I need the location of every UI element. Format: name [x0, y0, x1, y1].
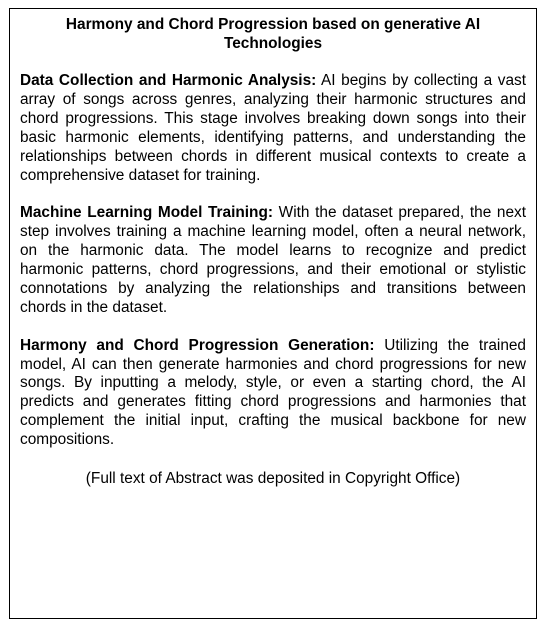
copyright-footer: (Full text of Abstract was deposited in Copyright Office)	[85, 469, 461, 487]
section-data-collection	[20, 72, 526, 185]
section-body: With the dataset prepared, the next step involves training a machine learning model, often a neural network, on the harmonic data. The model learns to recognize and predict harmonic patterns, chord progressions, and their emotional or stylistic connotations by analyzing the relationships and transitions between chords in the dataset.	[20, 204, 527, 316]
section-model-training	[20, 204, 526, 317]
section-generation	[20, 337, 526, 450]
section-heading: Harmony and Chord Progression Generation:	[20, 336, 375, 354]
abstract-box	[9, 8, 537, 619]
section-body: Utilizing the trained model, AI can then generate harmonies and chord progressions for new songs. By inputting a melody, style, or even a starting chord, the AI predicts and generates fitting chord progressions and harmonies that complement the initial input, crafting the musical backbone for new compositions.	[20, 336, 526, 449]
section-body: AI begins by collecting a vast array of songs across genres, analyzing their harmonic structures and chord progressions. This stage involves breaking down songs into their basic harmonic elements, identifying patterns, and understanding the relationships between chords in different musical contexts to create a comprehensive dataset for training.	[20, 72, 527, 184]
section-heading: Data Collection and Harmonic Analysis:	[20, 72, 317, 89]
document-title: Harmony and Chord Progression based on generative AI Technologies	[65, 16, 481, 52]
section-heading: Machine Learning Model Training:	[20, 204, 273, 222]
